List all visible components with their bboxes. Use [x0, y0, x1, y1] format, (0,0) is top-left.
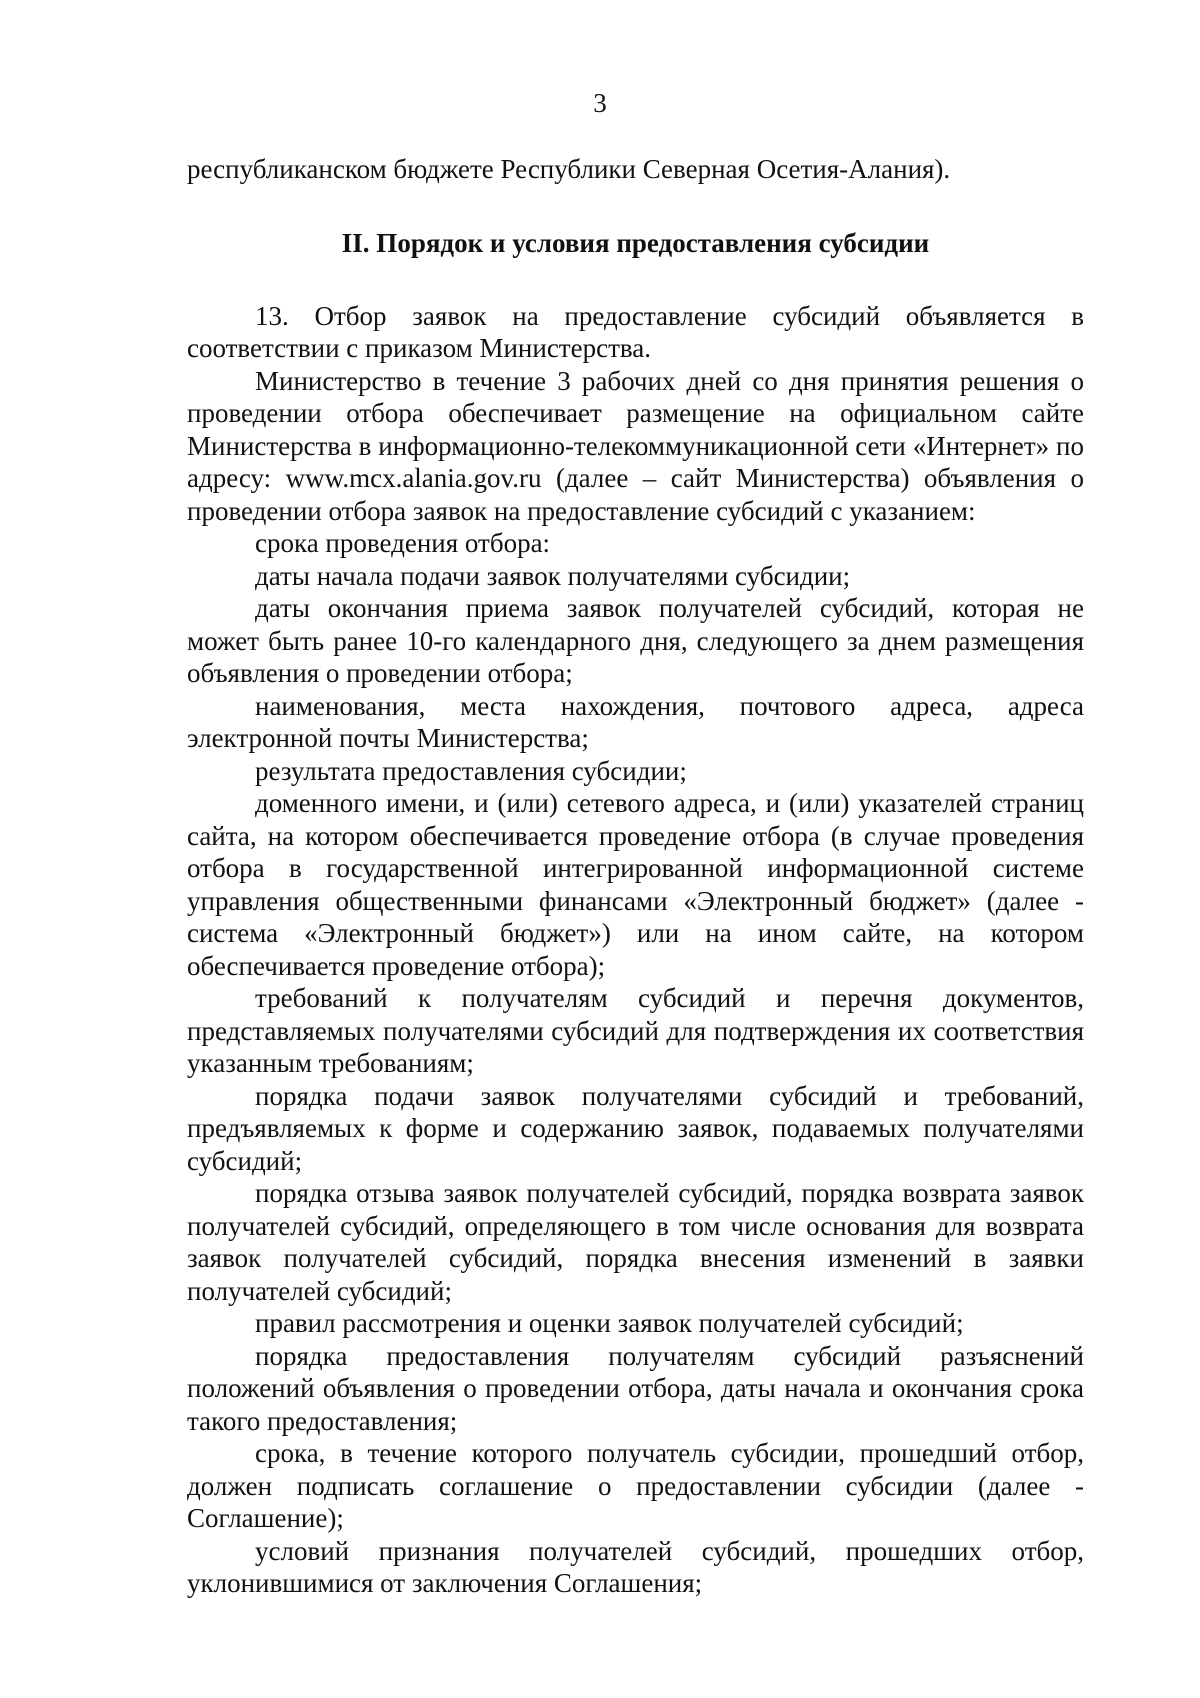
list-item: порядка отзыва заявок получателей субсидий, порядка возврата заявок получателей субсидий, определяющего в том числе основания для возврата заявок получателей субсидий, порядка внесения изменений в заявки получателей субсидий; [187, 1178, 1084, 1306]
list-item: даты окончания приема заявок получателей субсидий, которая не может быть ранее 10-го календарного дня, следующего за днем размещения объявления о проведении отбора; [187, 593, 1084, 688]
list-item: условий признания получателей субсидий, прошедших отбор, уклонившимися от заключения Соглашения; [187, 1535, 1084, 1598]
paragraph-announcement: Министерство в течение 3 рабочих дней со дня принятия решения о проведении отбора обеспечивает размещение на официальном сайте Министерства в информационно-телекоммуникационной сети «Интернет» по адресу: www.mcx.alania.gov.ru (далее – сайт Министерства) объявления о проведении отбора заявок на предоставление субсидий с указанием: [187, 365, 1084, 526]
list-item: требований к получателям субсидий и перечня документов, представляемых получателями субсидий для подтверждения их соответствия указанным требованиям; [187, 983, 1084, 1078]
list-item: результата предоставления субсидии; [255, 755, 687, 786]
page-content [187, 153, 1084, 1600]
list-item: срока, в течение которого получатель субсидии, прошедший отбор, должен подписать соглашение о предоставлении субсидии (далее - Соглашение); [187, 1438, 1084, 1533]
paragraph-13: 13. Отбор заявок на предоставление субсидий объявляется в соответствии с приказом Министерства. [187, 300, 1084, 363]
page-number: 3 [593, 88, 607, 118]
list-item: доменного имени, и (или) сетевого адреса, и (или) указателей страниц сайта, на котором обеспечивается проведение отбора (в случае проведения отбора в государственной интегрированной информационной системе управления общественными финансами «Электронный бюджет» (далее - система «Электронный бюджет») или на ином сайте, на котором обеспечивается проведение отбора); [187, 788, 1084, 981]
list-item: правил рассмотрения и оценки заявок получателей субсидий; [255, 1308, 964, 1338]
list-item: порядка подачи заявок получателями субсидий и требований, предъявляемых к форме и содержанию заявок, подаваемых получателями субсидий; [187, 1080, 1084, 1176]
list-item: даты начала подачи заявок получателями субсидии; [255, 560, 851, 591]
continued-line: республиканском бюджете Республики Северная Осетия-Алания). [187, 154, 951, 184]
section-heading: II. Порядок и условия предоставления субсидии [341, 227, 930, 258]
list-item: порядка предоставления получателям субсидий разъяснений положений объявления о проведении отбора, даты начала и окончания срока такого предоставления; [187, 1340, 1084, 1436]
list-item: наименования, места нахождения, почтового адреса, адреса электронной почты Министерства; [187, 690, 1084, 753]
list-item: срока проведения отбора: [255, 528, 551, 558]
